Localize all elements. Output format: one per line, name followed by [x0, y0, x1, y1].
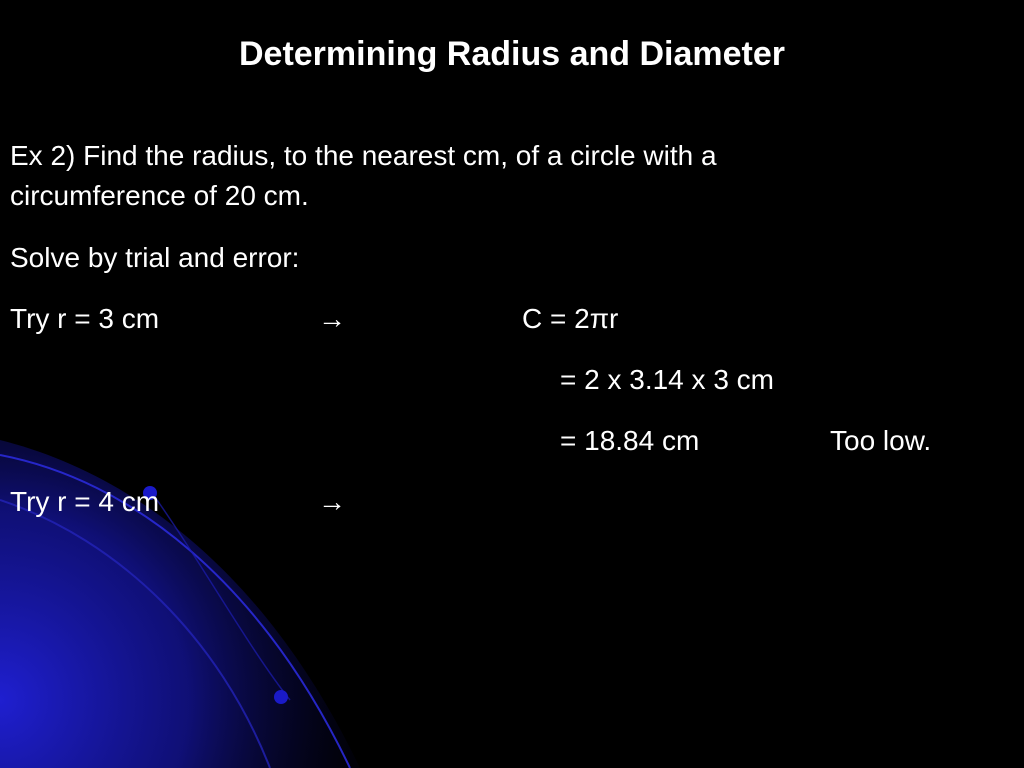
slide-title: Determining Radius and Diameter — [238, 35, 785, 73]
try1-formula: C = 2πr — [522, 303, 619, 334]
try2-arrow: → — [318, 486, 346, 517]
try2-label: Try r = 4 cm — [10, 486, 160, 517]
try1-verdict: Too low. — [830, 425, 932, 456]
problem-line-2: circumference of 20 cm. — [10, 180, 309, 211]
method-text: Solve by trial and error: — [10, 242, 300, 273]
problem-line-1: Ex 2) Find the radius, to the nearest cm, of a circle with a — [10, 140, 717, 171]
swoosh-dot-2 — [274, 690, 288, 704]
try1-arrow: → — [318, 303, 346, 334]
try1-step2: = 18.84 cm — [560, 425, 700, 456]
try1-label: Try r = 3 cm — [10, 303, 160, 334]
try1-step1: = 2 x 3.14 x 3 cm — [560, 364, 774, 395]
